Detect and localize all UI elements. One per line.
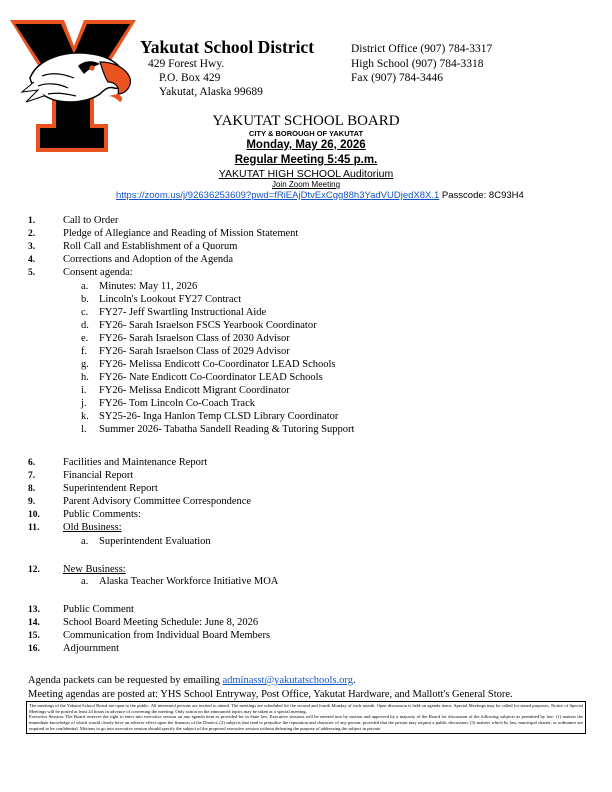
consent-letter: c. — [81, 307, 89, 318]
meeting-location: YAKUTAT HIGH SCHOOL Auditorium — [218, 168, 394, 180]
consent-text: FY26- Sarah Israelson Class of 2029 Advisor — [99, 346, 290, 357]
address-line: 429 Forest Hwy. — [148, 58, 225, 70]
packets-email-link[interactable]: adminasst@yakutatschools.org — [222, 675, 353, 686]
consent-text: FY26- Sarah Israelson FSCS Yearbook Coordinator — [99, 320, 317, 331]
meeting-date: Monday, May 26, 2026 — [246, 139, 366, 151]
agenda-text: Communication from Individual Board Members — [63, 630, 271, 641]
consent-text: SY25-26- Inga Hanlon Temp CLSD Library Coordinator — [99, 411, 339, 422]
consent-letter: b. — [81, 294, 89, 305]
agenda-number: 6. — [28, 458, 36, 468]
old-business-text: Superintendent Evaluation — [99, 536, 211, 547]
packets-prefix: Agenda packets can be requested by emailing — [28, 675, 223, 686]
new-business-letter: a. — [81, 576, 89, 587]
agenda-text: Call to Order — [63, 215, 119, 226]
join-zoom-label: Join Zoom Meeting — [271, 180, 341, 189]
old-business-letter: a. — [81, 536, 89, 547]
agenda-number: 1. — [28, 216, 36, 226]
agenda-number: 12. — [28, 565, 40, 575]
packets-suffix: . — [352, 675, 356, 686]
consent-letter: e. — [81, 333, 89, 344]
agenda-text: New Business: — [63, 564, 126, 575]
fine-print-executive: Executive Session: The Board reserves the right to enter into executive session on any agenda item as provided for in State law. Executive sessions will be entered into by motion and approved by a majority of the Board for discussion of the following subjects as permitted by law: (1) matters the immediate knowledge of which would clearly have an adverse effect upon the finances of the District; (2) subjects that tend to prejudice the reputation and character of any person, provided that the person may request a public discussion; (3) matters which by law, municipal charter, or ordinance are required to be confidential. Motions to go into executive session should specify the subject of the proposed executive session without defeating the purpose of addressing the subject in private. — [29, 714, 583, 731]
address-line: P.O. Box 429 — [159, 72, 221, 84]
phone-line: District Office (907) 784-3317 — [351, 43, 493, 55]
agenda-text: Superintendent Report — [63, 483, 158, 494]
consent-letter: g. — [81, 359, 89, 370]
agenda-text: Roll Call and Establishment of a Quorum — [63, 241, 238, 252]
consent-text: FY26- Melissa Endicott Migrant Coordinator — [99, 385, 290, 396]
district-name: Yakutat School District — [140, 37, 315, 57]
consent-text: FY26- Tom Lincoln Co-Coach Track — [99, 398, 255, 409]
board-title: YAKUTAT SCHOOL BOARD — [212, 113, 400, 129]
zoom-passcode: Passcode: 8C93H4 — [439, 190, 524, 201]
agenda-text: Pledge of Allegiance and Reading of Mission Statement — [63, 228, 299, 239]
consent-letter: f. — [81, 346, 88, 357]
consent-text: FY27- Jeff Swartling Instructional Aide — [99, 307, 267, 318]
consent-letter: i. — [81, 385, 87, 396]
agenda-number: 10. — [28, 510, 40, 520]
consent-text: Minutes: May 11, 2026 — [99, 281, 198, 292]
agenda-text: Financial Report — [63, 470, 134, 481]
agenda-number: 9. — [28, 497, 36, 507]
org-subtitle: CITY & BOROUGH OF YAKUTAT — [248, 129, 364, 138]
new-business-text: Alaska Teacher Workforce Initiative MOA — [99, 576, 279, 587]
agenda-number: 3. — [28, 242, 36, 252]
agenda-number: 16. — [28, 644, 40, 654]
agenda-text: Old Business: — [63, 522, 122, 533]
meeting-type: Regular Meeting 5:45 p.m. — [234, 154, 378, 166]
fine-print-meetings: The meetings of the Yakutat School Board are open to the public. All interested persons are invited to attend. The meetings are scheduled for the second and fourth Monday of each month. Open discussion is held on agenda items. Special Meetings may be called for stated purposes. Notice of Special Meetings will be posted at least 24 hours in advance of convening the meeting. Only action on the announced topics may be taken at a special meeting. — [29, 703, 583, 714]
address-line: Yakutat, Alaska 99689 — [159, 86, 263, 98]
consent-text: FY26- Melissa Endicott Co-Coordinator LEAD Schools — [99, 359, 336, 370]
agenda-number: 7. — [28, 471, 36, 481]
agenda-number: 4. — [28, 255, 36, 265]
agenda-number: 8. — [28, 484, 36, 494]
agenda-text: Adjournment — [63, 643, 119, 654]
consent-letter: h. — [81, 372, 89, 383]
agenda-number: 11. — [28, 523, 40, 533]
consent-text: Summer 2026- Tabatha Sandell Reading & Tutoring Support — [99, 424, 355, 435]
consent-text: FY26- Nate Endicott Co-Coordinator LEAD Schools — [99, 372, 323, 383]
packets-note — [28, 675, 356, 686]
phone-line: Fax (907) 784-3446 — [351, 72, 443, 84]
agenda-number: 5. — [28, 268, 36, 278]
fine-print-box — [26, 701, 586, 734]
agenda-text: School Board Meeting Schedule: June 8, 2026 — [63, 617, 259, 628]
consent-letter: j. — [81, 398, 87, 409]
consent-letter: d. — [81, 320, 89, 331]
agenda-number: 13. — [28, 605, 40, 615]
agenda-text: Parent Advisory Committee Correspondence — [63, 496, 252, 507]
zoom-line — [116, 190, 524, 201]
posted-locations: Meeting agendas are posted at: YHS School Entryway, Post Office, Yakutat Hardware, and Mallott's General Store. — [28, 689, 513, 700]
agenda-number: 15. — [28, 631, 40, 641]
agenda-text: Public Comments: — [63, 509, 141, 520]
agenda-text: Facilities and Maintenance Report — [63, 457, 208, 468]
agenda-text: Consent agenda: — [63, 267, 133, 278]
zoom-link[interactable]: https://zoom.us/j/92636253609?pwd=fRiEAjDtvExCgg88h3YadVUDjedX8X.1 — [116, 190, 440, 201]
phone-line: High School (907) 784-3318 — [351, 58, 484, 70]
agenda-number: 2. — [28, 229, 36, 239]
consent-letter: k. — [81, 411, 89, 422]
consent-letter: a. — [81, 281, 89, 292]
consent-text: Lincoln's Lookout FY27 Contract — [99, 294, 242, 305]
agenda-number: 14. — [28, 618, 40, 628]
agenda-text: Corrections and Adoption of the Agenda — [63, 254, 234, 265]
consent-text: FY26- Sarah Israelson Class of 2030 Advisor — [99, 333, 290, 344]
agenda-text: Public Comment — [63, 604, 134, 615]
consent-letter: l. — [81, 424, 87, 435]
